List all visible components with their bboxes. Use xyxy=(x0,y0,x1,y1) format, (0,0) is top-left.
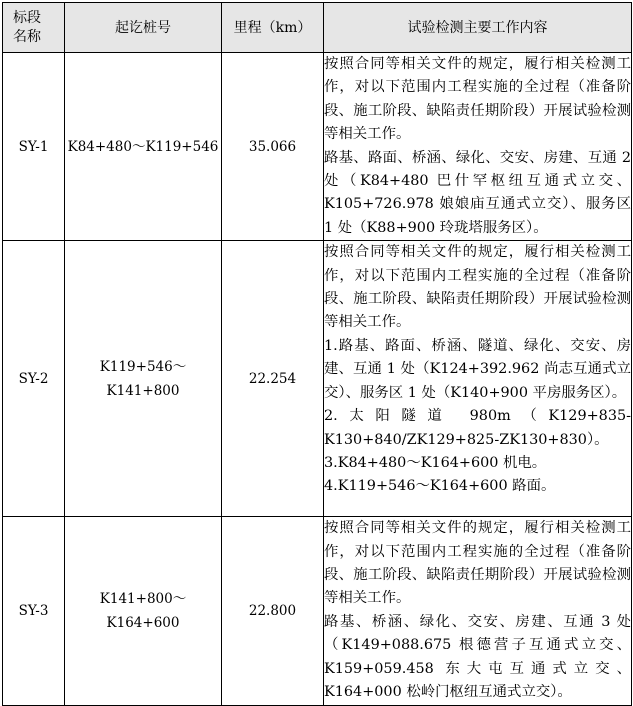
stake-line1: K84+480～K119+546 xyxy=(67,138,219,155)
stake-line2: K141+800 xyxy=(106,382,180,399)
header-section-line2: 名称 xyxy=(13,28,41,45)
header-mileage: 里程（km） xyxy=(222,3,324,53)
content-paragraph: 路基、路面、桥涵、绿化、交安、房建、互通 2 处（K84+480 巴什罕枢纽互通式立交、K105+726.978 娘娘庙互通式立交）、服务区 1 处（K88+900 玲珑塔服务区）。 xyxy=(324,149,631,236)
content-paragraph: 按照合同等相关文件的规定，履行相关检测工作，对以下范围内工程实施的全过程（准备阶段、施工阶段、缺陷责任期阶段）开展试验检测等相关工作。 xyxy=(324,520,631,607)
header-stake-range: 起讫桩号 xyxy=(65,3,222,53)
header-work-content: 试验检测主要工作内容 xyxy=(324,3,632,53)
stake-cell xyxy=(65,241,222,517)
header-section-name xyxy=(3,3,65,53)
stake-cell xyxy=(65,53,222,241)
header-row xyxy=(3,3,632,53)
content-paragraph: 按照合同等相关文件的规定，履行相关检测工作，对以下范围内工程实施的全过程（准备阶段、施工阶段、缺陷责任期阶段）开展试验检测等相关工作。 xyxy=(324,244,631,331)
table-row xyxy=(3,517,632,705)
content-paragraph: 4.K119+546～K164+600 路面。 xyxy=(324,478,556,495)
work-content-cell xyxy=(324,53,632,241)
table-row xyxy=(3,53,632,241)
stake-line2: K164+600 xyxy=(106,614,180,631)
work-content-cell xyxy=(324,241,632,517)
header-section-line1: 标段 xyxy=(13,9,41,26)
mileage-cell: 35.066 xyxy=(222,53,324,241)
mileage-cell: 22.800 xyxy=(222,517,324,705)
stake-cell xyxy=(65,517,222,705)
section-cell: SY-1 xyxy=(3,53,65,241)
stake-line1: K119+546～ xyxy=(99,358,187,375)
table-row xyxy=(3,241,632,517)
mileage-cell: 22.254 xyxy=(222,241,324,517)
work-content-cell xyxy=(324,517,632,705)
work-content-table xyxy=(2,2,632,706)
content-paragraph: 按照合同等相关文件的规定，履行相关检测工作，对以下范围内工程实施的全过程（准备阶段、施工阶段、缺陷责任期阶段）开展试验检测等相关工作。 xyxy=(324,56,631,143)
content-paragraph: 2.太阳隧道 980m（K129+835-K130+840/ZK129+825-ZK130+830）。 xyxy=(324,408,631,448)
section-cell: SY-3 xyxy=(3,517,65,705)
section-cell: SY-2 xyxy=(3,241,65,517)
stake-line1: K141+800～ xyxy=(99,590,187,607)
content-paragraph: 1.路基、路面、桥涵、隧道、绿化、交安、房建、互通 1 处（K124+392.962 尚志互通式立交）、服务区 1 处（K140+900 平房服务区）。 xyxy=(324,337,631,401)
content-paragraph: 路基、桥涵、绿化、交安、房建、互通 3 处（K149+088.675 根德营子互通式立交、K159+059.458 东大屯互通式立交、K164+000 松岭门枢纽互通式立交）。 xyxy=(324,613,631,701)
content-paragraph: 3.K84+480～K164+600 机电。 xyxy=(324,454,547,471)
